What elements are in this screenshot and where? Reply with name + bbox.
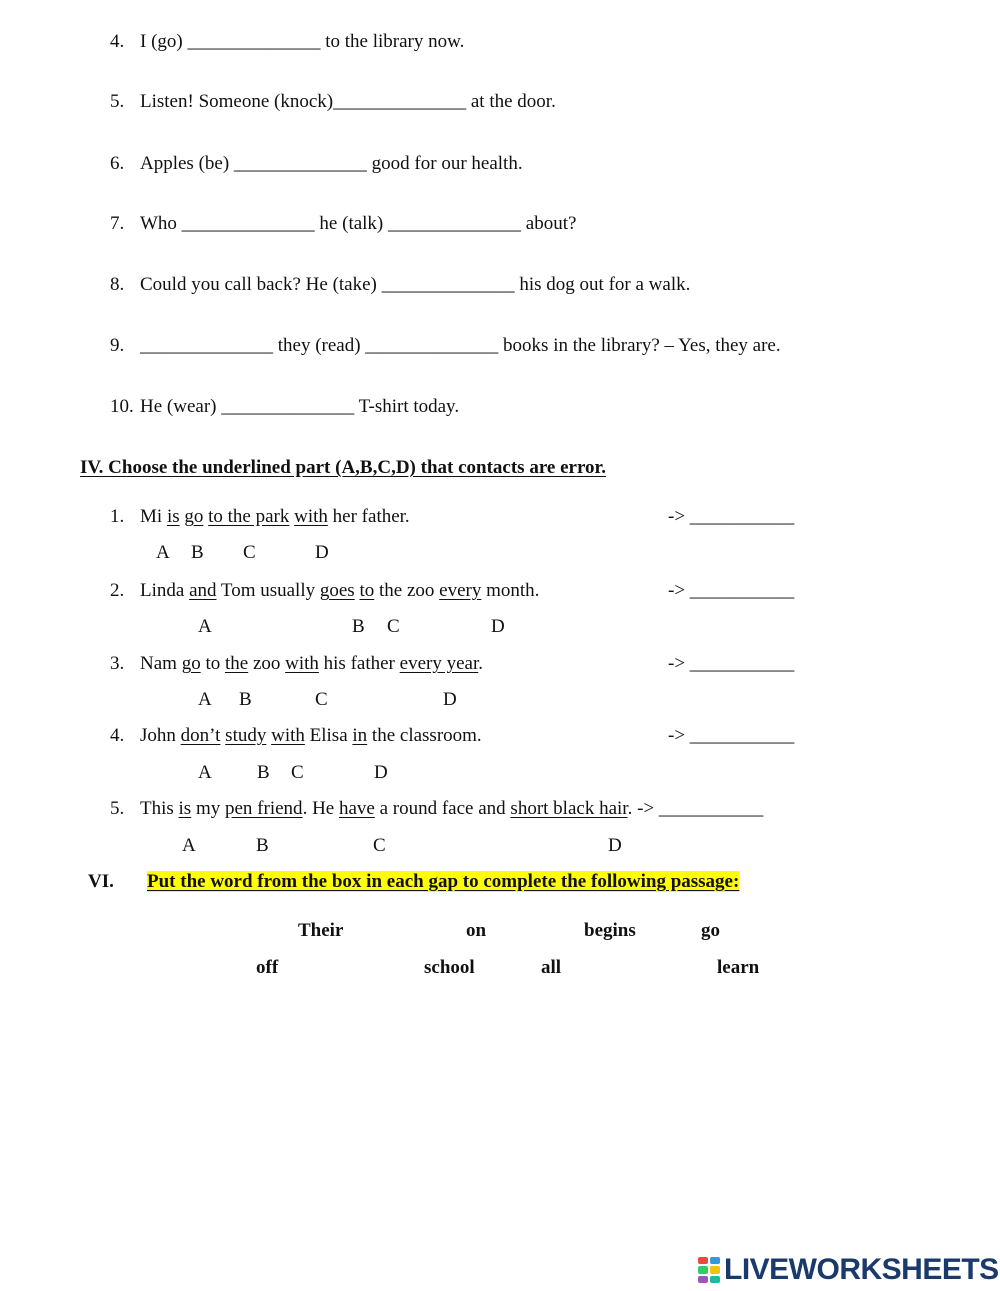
- word-box-word: Their: [298, 920, 344, 941]
- underlined-part: pen friend: [225, 798, 303, 819]
- logo-tile: [710, 1257, 720, 1264]
- sentence-text: month.: [481, 580, 540, 601]
- option-letter: C: [291, 762, 304, 783]
- error-sentence: [140, 725, 482, 747]
- liveworksheets-logo-text: LIVEWORKSHEETS: [724, 1253, 999, 1286]
- item-number: 2.: [110, 580, 125, 601]
- underlined-part: go: [184, 506, 204, 527]
- logo-tile: [698, 1266, 708, 1273]
- underlined-part: with: [271, 725, 305, 746]
- underlined-part: is: [166, 506, 180, 527]
- sentence-text: his father: [318, 653, 400, 674]
- underlined-part: short black hair: [510, 798, 628, 819]
- sentence-text: Mi: [140, 506, 167, 527]
- option-letter: B: [191, 542, 204, 563]
- item-number: 7.: [110, 213, 125, 234]
- section-4-heading: IV. Choose the underlined part (A,B,C,D) that contacts are error.: [80, 457, 606, 478]
- sentence-text: the classroom.: [367, 725, 482, 746]
- item-number: 9.: [110, 335, 125, 356]
- item-number: 3.: [110, 653, 125, 674]
- logo-tile: [698, 1276, 708, 1283]
- error-sentence: [140, 580, 539, 602]
- liveworksheets-logo-icon: [698, 1257, 720, 1283]
- option-letter: D: [491, 616, 505, 637]
- section-6-heading: Put the word from the box in each gap to complete the following passage:: [147, 871, 740, 892]
- underlined-part: with: [285, 653, 319, 674]
- option-letter: D: [608, 835, 622, 856]
- sentence-text: to: [200, 653, 225, 674]
- word-box-word: school: [424, 957, 475, 978]
- fill-in-sentence: ______________ they (read) ______________ books in the library? – Yes, they are.: [140, 335, 781, 356]
- underlined-part: don’t: [180, 725, 221, 746]
- answer-blank[interactable]: -> ___________: [668, 725, 795, 746]
- sentence-text: John: [140, 725, 181, 746]
- underlined-part: goes: [319, 580, 355, 601]
- underlined-part: and: [189, 580, 217, 601]
- option-letter: D: [443, 689, 457, 710]
- option-letter: D: [315, 542, 329, 563]
- sentence-text: zoo: [248, 653, 286, 674]
- item-number: 5.: [110, 91, 125, 112]
- item-number: 8.: [110, 274, 125, 295]
- word-box-word: off: [256, 957, 279, 978]
- option-letter: A: [198, 616, 212, 637]
- sentence-text: her father.: [327, 506, 410, 527]
- fill-in-sentence: He (wear) ______________ T-shirt today.: [140, 396, 460, 417]
- word-box-word: learn: [717, 957, 760, 978]
- error-sentence: [140, 653, 483, 675]
- option-letter: C: [373, 835, 386, 856]
- option-letter: B: [352, 616, 365, 637]
- option-letter: C: [387, 616, 400, 637]
- item-number: 6.: [110, 153, 125, 174]
- underlined-part: is: [178, 798, 192, 819]
- underlined-part: every year: [399, 653, 479, 674]
- word-box-word: go: [701, 920, 720, 941]
- logo-tile: [710, 1276, 720, 1283]
- underlined-part: with: [294, 506, 328, 527]
- fill-in-sentence: Who ______________ he (talk) ______________ about?: [140, 213, 577, 234]
- underlined-part: every: [439, 580, 482, 601]
- logo-tile: [698, 1257, 708, 1264]
- sentence-text: Tom usually: [216, 580, 320, 601]
- answer-blank[interactable]: -> ___________: [668, 580, 795, 601]
- fill-in-sentence: I (go) ______________ to the library now.: [140, 31, 465, 52]
- item-number: 1.: [110, 506, 125, 527]
- answer-blank[interactable]: -> ___________: [668, 653, 795, 674]
- fill-in-sentence: Apples (be) ______________ good for our health.: [140, 153, 523, 174]
- underlined-part: to: [359, 580, 375, 601]
- error-sentence: [140, 506, 410, 528]
- option-letter: A: [156, 542, 170, 563]
- sentence-text: This: [140, 798, 179, 819]
- word-box-word: begins: [584, 920, 636, 941]
- item-number: 5.: [110, 798, 125, 819]
- fill-in-sentence: Listen! Someone (knock)______________ at the door.: [140, 91, 556, 112]
- logo-tile: [710, 1266, 720, 1273]
- option-letter: A: [198, 689, 212, 710]
- item-number: 4.: [110, 725, 125, 746]
- answer-blank[interactable]: -> ___________: [668, 506, 795, 527]
- item-number: 10.: [110, 396, 134, 417]
- underlined-part: go: [181, 653, 201, 674]
- option-letter: A: [182, 835, 196, 856]
- option-letter: B: [257, 762, 270, 783]
- sentence-text: . -> ___________: [627, 798, 764, 819]
- option-letter: B: [239, 689, 252, 710]
- sentence-text: Elisa: [304, 725, 353, 746]
- sentence-text: Nam: [140, 653, 182, 674]
- underlined-part: to the park: [208, 506, 290, 527]
- error-sentence: [140, 798, 763, 820]
- option-letter: C: [315, 689, 328, 710]
- sentence-text: the zoo: [374, 580, 440, 601]
- option-letter: C: [243, 542, 256, 563]
- sentence-text: . He: [302, 798, 339, 819]
- word-box-word: all: [541, 957, 562, 978]
- sentence-text: .: [478, 653, 483, 674]
- option-letter: D: [374, 762, 388, 783]
- underlined-part: have: [338, 798, 375, 819]
- item-number: 4.: [110, 31, 125, 52]
- sentence-text: Linda: [140, 580, 190, 601]
- word-box-word: on: [466, 920, 487, 941]
- fill-in-sentence: Could you call back? He (take) ______________ his dog out for a walk.: [140, 274, 691, 295]
- section-6-numeral: VI.: [88, 871, 114, 892]
- underlined-part: study: [225, 725, 267, 746]
- option-letter: B: [256, 835, 269, 856]
- underlined-part: the: [224, 653, 249, 674]
- underlined-part: in: [352, 725, 368, 746]
- liveworksheets-logo[interactable]: [698, 1254, 999, 1286]
- option-letter: A: [198, 762, 212, 783]
- sentence-text: my: [191, 798, 225, 819]
- sentence-text: a round face and: [374, 798, 511, 819]
